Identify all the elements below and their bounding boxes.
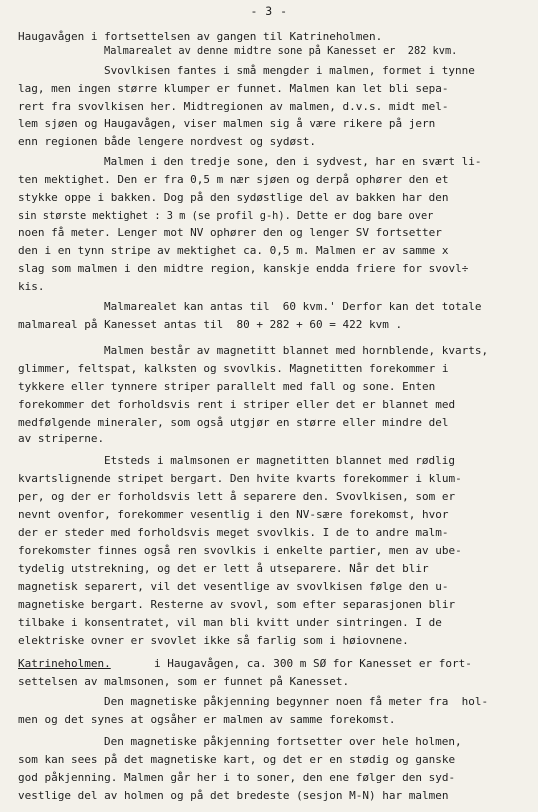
text-line: forekommer det forholdsvis rent i striper eller det er blannet med: [18, 398, 456, 411]
text-line: Haugavågen i fortsettelsen av gangen til Katrineholmen.: [18, 30, 383, 43]
section-heading: Katrineholmen.: [18, 657, 111, 670]
text-line: elektriske ovner er svovlet ikke så farlig som i høiovnene.: [18, 634, 409, 647]
page-number: - 3 -: [250, 4, 288, 18]
text-line: Malmen består av magnetitt blannet med hornblende, kvarts,: [104, 344, 489, 357]
text-line: Svovlkisen fantes i små mengder i malmen, formet i tynne: [104, 64, 475, 77]
text-line: tilbake i konsentratet, vil man bli kvitt under sintringen. I de: [18, 616, 442, 629]
text-line: Den magnetiske påkjenning fortsetter over hele holmen,: [104, 735, 462, 748]
text-line: Malmarealet kan antas til 60 kvm.' Derfor kan det totale: [104, 300, 482, 313]
text-line: settelsen av malmsonen, som er funnet på Kanesset.: [18, 675, 350, 688]
text-line: vestlige del av holmen og på det bredeste (sesjon M-N) har malmen: [18, 789, 449, 802]
text-line: stykke oppe i bakken. Dog på den sydøstlige del av bakken har den: [18, 191, 449, 204]
text-line: kis.: [18, 280, 45, 293]
text-line: glimmer, feltspat, kalksten og svovlkis. Magnetitten forekommer i: [18, 362, 449, 375]
text-line: magnetisk separert, vil det vesentlige av svovlkisen følge den u-: [18, 580, 449, 593]
text-line: magnetiske bergart. Resterne av svovl, som efter separasjonen blir: [18, 598, 456, 611]
text-line: men og det synes at ogsåher er malmen av samme forekomst.: [18, 713, 396, 726]
text-line: medfølgende mineraler, som også utgjør en større eller mindre del: [18, 416, 449, 429]
text-line: rert fra svovlkisen her. Midtregionen av malmen, d.v.s. midt mel-: [18, 100, 449, 113]
text-line: sin største mektighet : 3 m (se profil g-h). Dette er dog bare over: [18, 210, 434, 222]
text-line: der er steder med forholdsvis meget svovlkis. I de to andre malm-: [18, 526, 449, 539]
text-line: enn regionen både lengere nordvest og sydøst.: [18, 135, 317, 148]
text-line: malmareal på Kanesset antas til 80 + 282 + 60 = 422 kvm .: [18, 318, 403, 331]
text-line: lem sjøen og Haugavågen, viser malmen sig å være rikere på jern: [18, 117, 436, 130]
text-line: i Haugavågen, ca. 300 m SØ for Kanesset er fort-: [154, 657, 472, 670]
text-line: noen få meter. Lenger mot NV ophører den og lenger SV fortsetter: [18, 226, 442, 239]
text-line: god påkjenning. Malmen går her i to soner, den ene følger den syd-: [18, 771, 456, 784]
text-line: av striperne.: [18, 432, 105, 445]
text-line: Malmen i den tredje sone, den i sydvest, har en svært li-: [104, 155, 482, 168]
text-line: tykkere eller tynnere striper parallelt med fall og sone. Enten: [18, 380, 436, 393]
text-line: per, og der er forholdsvis lett å separere den. Svovlkisen, som er: [18, 490, 456, 503]
text-line: kvartslignende stripet bergart. Den hvite kvarts forekommer i klum-: [18, 472, 462, 485]
text-line: Den magnetiske påkjenning begynner noen få meter fra hol-: [104, 695, 489, 708]
text-line: forekomster finnes også ren svovlkis i enkelte partier, men av ube-: [18, 544, 462, 557]
text-line: Etsteds i malmsonen er magnetitten blannet med rødlig: [104, 454, 455, 467]
text-line: den i en tynn stripe av mektighet ca. 0,5 m. Malmen er av samme x: [18, 244, 449, 257]
text-line: som kan sees på det magnetiske kart, og det er en stødig og ganske: [18, 753, 456, 766]
text-line: lag, men ingen større klumper er funnet. Malmen kan let bli sepa-: [18, 82, 449, 95]
text-line: ten mektighet. Den er fra 0,5 m nær sjøen og derpå ophører den et: [18, 173, 449, 186]
text-line: Malmarealet av denne midtre sone på Kanesset er 282 kvm.: [104, 45, 458, 57]
text-line: slag som malmen i den midtre region, kanskje endda friere for svovl÷: [18, 262, 469, 275]
text-line: nevnt ovenfor, forekommer vesentlig i den NV-sære forekomst, hvor: [18, 508, 449, 521]
text-line: tydelig utstrekning, og det er lett å utseparere. Når det blir: [18, 562, 429, 575]
